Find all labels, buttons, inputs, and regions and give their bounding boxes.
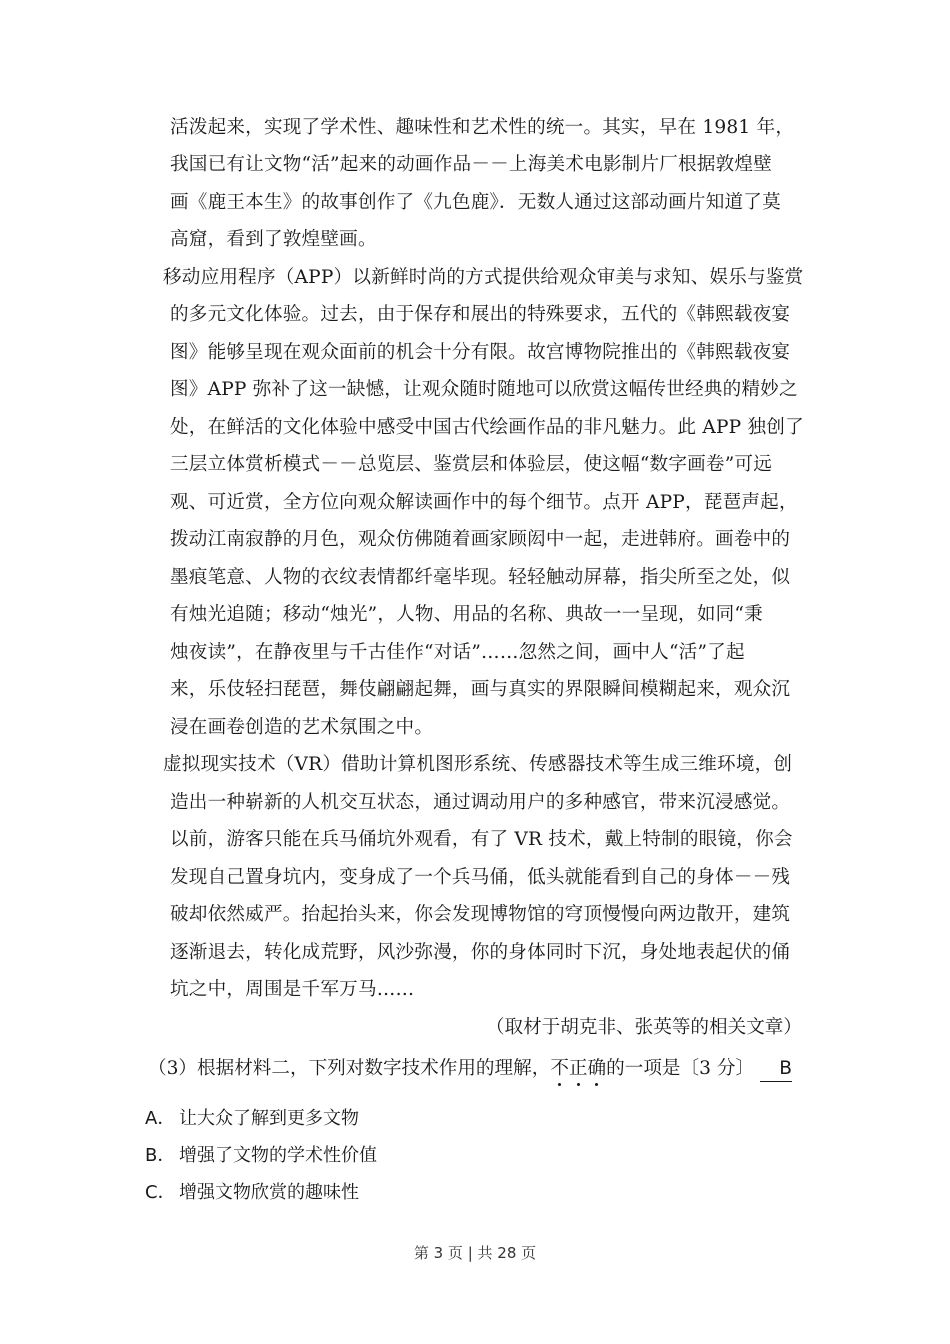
option-a — [145, 1107, 359, 1131]
text-line: 以前，游客只能在兵马俑坑外观看，有了 VR 技术，戴上特制的眼镜，你会 — [170, 829, 793, 850]
text-line: 处，在鲜活的文化体验中感受中国古代绘画作品的非凡魅力。此 APP 独创了 — [170, 417, 804, 438]
text-line: 来，乐伎轻扫琵琶，舞伎翩翩起舞，画与真实的界限瞬间模糊起来，观众沉 — [170, 679, 791, 700]
text-line: 浸在画卷创造的艺术氛围之中。 — [170, 717, 434, 738]
text-line: 高窟，看到了敦煌壁画。 — [170, 229, 377, 250]
option-letter: A． — [145, 1108, 176, 1129]
option-text: 增强文物欣赏的趣味性 — [179, 1182, 359, 1203]
option-letter: B． — [145, 1145, 176, 1166]
text-line: 图》APP 弥补了这一缺憾，让观众随时随地可以欣赏这幅传世经典的精妙之 — [170, 379, 798, 400]
option-text: 增强了文物的学术性价值 — [179, 1145, 377, 1166]
text-line: 造出一种崭新的人机交互状态，通过调动用户的多种感官，带来沉浸感觉。 — [170, 792, 791, 813]
option-c — [145, 1181, 359, 1205]
text-line: 我国已有让文物“活”起来的动画作品－－上海美术电影制片厂根据敦煌壁 — [170, 154, 773, 175]
answer-blank: B — [760, 1057, 792, 1082]
text-line: 虚拟现实技术（VR）借助计算机图形系统、传感器技术等生成三维环境，创 — [163, 754, 793, 775]
text-line: 墨痕笔意、人物的衣纹表情都纤毫毕现。轻轻触动屏幕，指尖所至之处，似 — [170, 567, 791, 588]
text-line: 图》能够呈现在观众面前的机会十分有限。故宫博物院推出的《韩熙载夜宴 — [170, 342, 791, 363]
option-text: 让大众了解到更多文物 — [179, 1108, 359, 1129]
option-b — [145, 1144, 377, 1168]
source-attribution: （取材于胡克非、张英等的相关文章） — [485, 1017, 802, 1038]
text-line: 破却依然威严。抬起抬头来，你会发现博物馆的穹顶慢慢向两边散开，建筑 — [170, 904, 791, 925]
question-suffix: 的一项是〔3 分〕 — [606, 1058, 755, 1079]
text-line: 三层立体赏析模式－－总览层、鉴赏层和体验层，使这幅“数字画卷”可远 — [170, 454, 773, 475]
text-line: 的多元文化体验。过去，由于保存和展出的特殊要求，五代的《韩熙载夜宴 — [170, 304, 791, 325]
emphasis-char: 确 — [587, 1058, 607, 1079]
text-line: 坑之中，周围是千军万马…… — [170, 979, 415, 1000]
question-prefix: （3）根据材料二，下列对数字技术作用的理解， — [148, 1058, 551, 1079]
text-line: 画《鹿王本生》的故事创作了《九色鹿》．无数人通过这部动画片知道了莫 — [170, 192, 781, 213]
option-letter: C． — [145, 1182, 176, 1203]
text-line: 移动应用程序（APP）以新鲜时尚的方式提供给观众审美与求知、娱乐与鉴赏 — [163, 267, 804, 288]
text-line: 拨动江南寂静的月色，观众仿佛随着画家顾闳中一起，走进韩府。画卷中的 — [170, 529, 791, 550]
text-line: 逐渐退去，转化成荒野，风沙弥漫，你的身体同时下沉，身处地表起伏的俑 — [170, 942, 791, 963]
text-line: 观、可近赏，全方位向观众解读画作中的每个细节。点开 APP，琵琶声起， — [170, 492, 798, 513]
page-footer: 第 3 页 | 共 28 页 — [413, 1244, 537, 1262]
emphasis-char: 不 — [550, 1058, 569, 1079]
text-line: 活泼起来，实现了学术性、趣味性和艺术性的统一。其实，早在 1981 年， — [170, 117, 795, 138]
text-line: 烛夜读”，在静夜里与千古佳作“对话”……忽然之间，画中人“活”了起 — [170, 642, 745, 663]
text-line: 有烛光追随；移动“烛光”，人物、用品的名称、典故一一呈现，如同“秉 — [170, 604, 763, 625]
text-line: 发现自己置身坑内，变身成了一个兵马俑，低头就能看到自己的身体－－残 — [170, 867, 791, 888]
question-stem — [148, 1057, 792, 1082]
emphasis-char: 正 — [568, 1058, 588, 1079]
